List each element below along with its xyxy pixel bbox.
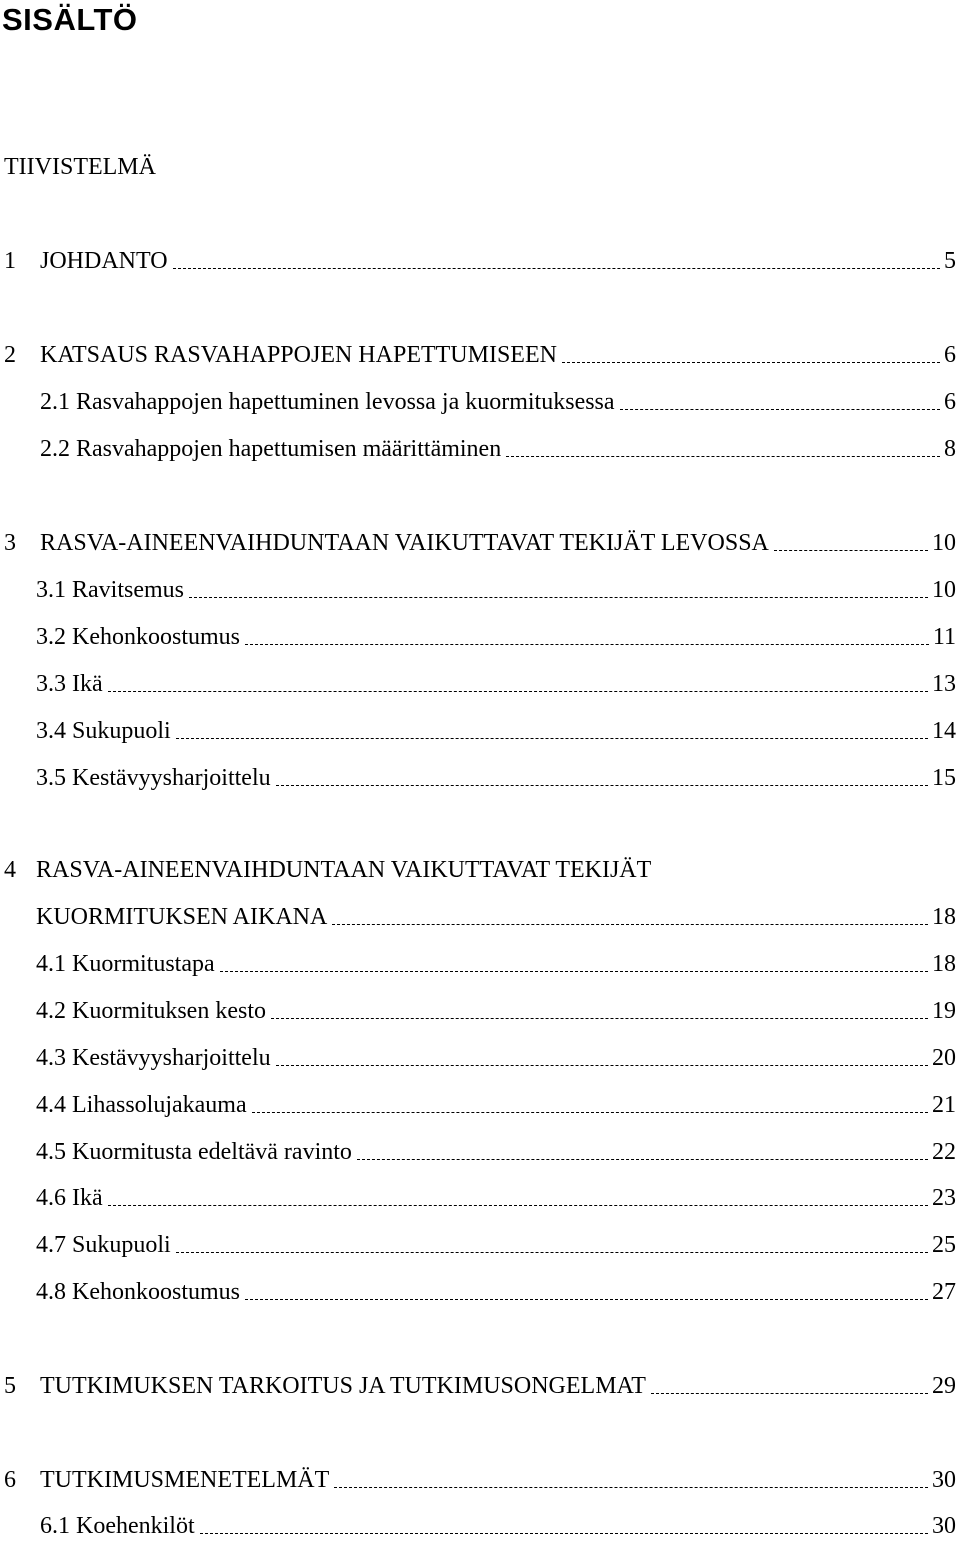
toc-entry-4-2[interactable] bbox=[0, 996, 958, 1026]
toc-entry-title: 4.5 Kuormitusta edeltävä ravinto bbox=[36, 1139, 352, 1165]
toc-entry-title: 4.2 Kuormituksen kesto bbox=[36, 998, 266, 1024]
toc-entry-number: 3 bbox=[4, 530, 16, 556]
toc-entry-4-7[interactable] bbox=[0, 1230, 958, 1260]
toc-entry-page: 5 bbox=[944, 248, 956, 274]
toc-entry-page: 11 bbox=[932, 624, 956, 650]
toc-entry-page: 13 bbox=[932, 671, 956, 697]
toc-leader bbox=[276, 1059, 928, 1066]
page-title: SISÄLTÖ bbox=[2, 2, 138, 37]
toc-entry-number: 4 bbox=[4, 857, 16, 883]
toc-entry-page: 30 bbox=[932, 1467, 956, 1493]
toc-entry-page: 27 bbox=[932, 1279, 956, 1305]
toc-leader bbox=[357, 1153, 928, 1160]
toc-entry-4-5[interactable] bbox=[0, 1137, 958, 1167]
toc-leader bbox=[276, 779, 928, 786]
toc-entry-page: 30 bbox=[932, 1513, 956, 1539]
toc-entry-title: 6.1 Koehenkilöt bbox=[40, 1513, 195, 1539]
toc-entry-4-6[interactable] bbox=[0, 1183, 958, 1213]
toc-entry-page: 21 bbox=[932, 1092, 956, 1118]
toc-entry-title: RASVA-AINEENVAIHDUNTAAN VAIKUTTAVAT TEKIJÄT bbox=[36, 857, 652, 883]
toc-entry-3-2[interactable] bbox=[0, 622, 958, 652]
toc-entry-title: 3.4 Sukupuoli bbox=[36, 718, 171, 744]
toc-entry-3-5[interactable] bbox=[0, 763, 958, 793]
toc-leader bbox=[506, 450, 940, 457]
toc-entry-title: KUORMITUKSEN AIKANA bbox=[36, 904, 328, 930]
toc-entry-title: JOHDANTO bbox=[40, 248, 168, 274]
toc-entry-title: 4.4 Lihassolujakauma bbox=[36, 1092, 247, 1118]
toc-entry-page: 10 bbox=[932, 577, 956, 603]
toc-leader bbox=[774, 544, 928, 551]
toc-entry-page: 19 bbox=[932, 998, 956, 1024]
toc-entry-page: 20 bbox=[932, 1045, 956, 1071]
toc-leader bbox=[189, 591, 928, 598]
toc-entry-title: 4.8 Kehonkoostumus bbox=[36, 1279, 240, 1305]
toc-entry-title: 3.3 Ikä bbox=[36, 671, 103, 697]
toc-entry-4-1[interactable] bbox=[0, 949, 958, 979]
toc-entry-4-cont[interactable] bbox=[0, 902, 958, 932]
toc-entry-title: KATSAUS RASVAHAPPOJEN HAPETTUMISEEN bbox=[40, 342, 557, 368]
toc-entry-1[interactable] bbox=[0, 246, 958, 276]
toc-entry-3[interactable] bbox=[0, 528, 958, 558]
toc-leader bbox=[220, 965, 928, 972]
toc-entry-title: 3.5 Kestävyysharjoittelu bbox=[36, 765, 271, 791]
toc-entry-title: TUTKIMUSMENETELMÄT bbox=[40, 1467, 330, 1493]
toc-leader bbox=[334, 1481, 928, 1488]
toc-leader bbox=[200, 1527, 928, 1534]
toc-entry-2-2[interactable] bbox=[0, 434, 958, 464]
toc-entry-title: 3.2 Kehonkoostumus bbox=[36, 624, 240, 650]
toc-entry-3-3[interactable] bbox=[0, 669, 958, 699]
toc-leader bbox=[245, 638, 929, 645]
toc-leader bbox=[176, 1246, 928, 1253]
toc-entry-4-4[interactable] bbox=[0, 1090, 958, 1120]
toc-entry-6[interactable] bbox=[0, 1465, 958, 1495]
toc-entry-number: 2 bbox=[4, 342, 16, 368]
toc-entry-page: 6 bbox=[944, 342, 956, 368]
toc-entry-title: 2.2 Rasvahappojen hapettumisen määrittäminen bbox=[40, 436, 502, 462]
toc-entry-6-1[interactable] bbox=[0, 1511, 958, 1541]
toc-entry-title: TUTKIMUKSEN TARKOITUS JA TUTKIMUSONGELMAT bbox=[40, 1373, 646, 1399]
toc-entry-3-1[interactable] bbox=[0, 575, 958, 605]
toc-entry-abstract[interactable]: TIIVISTELMÄ bbox=[4, 154, 156, 180]
toc-entry-number: 6 bbox=[4, 1467, 16, 1493]
toc-entry-page: 18 bbox=[932, 904, 956, 930]
toc-leader bbox=[271, 1012, 928, 1019]
toc-entry-page: 10 bbox=[932, 530, 956, 556]
toc-leader bbox=[620, 403, 940, 410]
toc-entry-page: 14 bbox=[932, 718, 956, 744]
toc-leader bbox=[332, 918, 928, 925]
toc-entry-5[interactable] bbox=[0, 1371, 958, 1401]
toc-entry-page: 6 bbox=[944, 389, 956, 415]
toc-entry-title: 4.3 Kestävyysharjoittelu bbox=[36, 1045, 271, 1071]
toc-entry-page: 25 bbox=[932, 1232, 956, 1258]
toc-entry-title: 2.1 Rasvahappojen hapettuminen levossa ja kuormituksessa bbox=[40, 389, 615, 415]
toc-entry-title: 4.6 Ikä bbox=[36, 1185, 103, 1211]
toc-leader bbox=[245, 1293, 928, 1300]
toc-entry-page: 23 bbox=[932, 1185, 956, 1211]
toc-entry-title: 3.1 Ravitsemus bbox=[36, 577, 184, 603]
toc-entry-title: RASVA-AINEENVAIHDUNTAAN VAIKUTTAVAT TEKIJÄT LEVOSSA bbox=[40, 530, 769, 556]
toc-entry-page: 15 bbox=[932, 765, 956, 791]
toc-entry-2-1[interactable] bbox=[0, 387, 958, 417]
toc-entry-4[interactable] bbox=[0, 855, 958, 885]
toc-entry-page: 22 bbox=[932, 1139, 956, 1165]
toc-leader bbox=[562, 356, 940, 363]
toc-entry-page: 18 bbox=[932, 951, 956, 977]
toc-entry-page: 29 bbox=[932, 1373, 956, 1399]
toc-leader bbox=[108, 685, 928, 692]
toc-entry-page: 8 bbox=[944, 436, 956, 462]
toc-entry-title: 4.7 Sukupuoli bbox=[36, 1232, 171, 1258]
toc-leader bbox=[173, 262, 940, 269]
toc-entry-number: 1 bbox=[4, 248, 16, 274]
toc-entry-2[interactable] bbox=[0, 340, 958, 370]
toc-leader bbox=[651, 1387, 928, 1394]
toc-entry-3-4[interactable] bbox=[0, 716, 958, 746]
toc-entry-number: 5 bbox=[4, 1373, 16, 1399]
toc-entry-title: 4.1 Kuormitustapa bbox=[36, 951, 215, 977]
toc-entry-4-3[interactable] bbox=[0, 1043, 958, 1073]
toc-leader bbox=[252, 1106, 928, 1113]
toc-leader bbox=[176, 732, 928, 739]
toc-entry-4-8[interactable] bbox=[0, 1277, 958, 1307]
toc-leader bbox=[108, 1199, 928, 1206]
